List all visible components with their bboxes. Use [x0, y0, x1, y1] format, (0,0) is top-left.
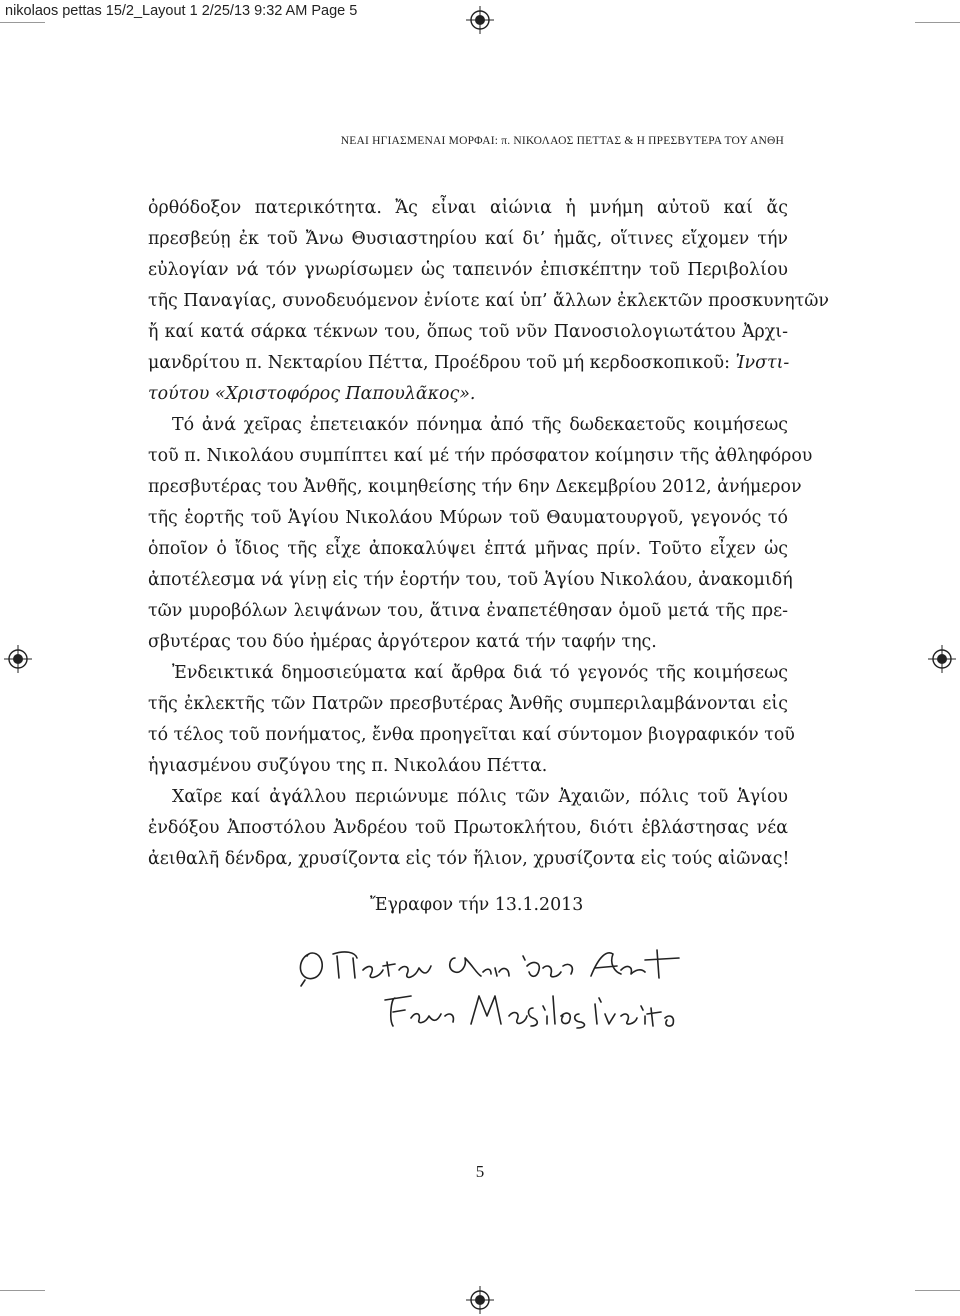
text-line: τούτου «Χριστοφόρος Παπουλᾶκος».	[148, 384, 476, 404]
text-line: Τό ἀνά χεῖρας ἐπετειακόν πόνημα ἀπό τῆς δωδεκαετοῦς κοιμήσεως	[172, 415, 788, 435]
registration-mark-icon	[466, 6, 494, 34]
text-line: εὐλογίαν νά τόν γνωρίσωμεν ὡς ταπεινόν ἐπισκέπτην τοῦ Περιβολίου	[148, 260, 788, 280]
crop-mark	[915, 1290, 960, 1291]
text-line: πρεσβυτέρας του Ἀνθῆς, κοιμηθείσης τήν 6ην Δεκεμβρίου 2012, ἀνήμερον	[148, 477, 802, 497]
text-line: σβυτέρας του δύο ἡμέρας ἀργότερον κατά τήν ταφήν της.	[148, 632, 657, 652]
text-span: μανδρίτου π. Νεκταρίου Πέττα, Προέδρου τοῦ μή κερδοσκοπικοῦ:	[148, 353, 730, 373]
crop-mark	[915, 22, 960, 23]
handwritten-signature	[295, 936, 695, 1036]
text-line: τῶν μυροβόλων λειψάνων του, ἅτινα ἐναπετέθησαν ὁμοῦ μετά τῆς πρε-	[148, 601, 788, 621]
text-line: ὁποῖον ὁ ἴδιος τῆς εἶχε ἀποκαλύψει ἑπτά μῆνας πρίν. Τοῦτο εἶχεν ὡς	[148, 539, 788, 559]
text-line: τῆς ἐκλεκτῆς τῶν Πατρῶν πρεσβυτέρας Ἀνθῆς συμπεριλαμβάνονται εἰς	[148, 694, 788, 714]
text-line: τό τέλος τοῦ πονήματος, ἔνθα προηγεῖται καί σύντομον βιογραφικόν τοῦ	[148, 725, 795, 745]
registration-mark-icon	[928, 645, 956, 673]
body-text	[148, 193, 829, 875]
text-line: ἀειθαλῆ δένδρα, χρυσίζοντα εἰς τόν ἥλιον, χρυσίζοντα εἰς τούς αἰῶνας!	[148, 849, 790, 869]
text-line: τοῦ π. Νικολάου συμπίπτει καί μέ τήν πρόσφατον κοίμησιν τῆς ἀθληφόρου	[148, 446, 813, 466]
italic-span: Ἰνστι-	[735, 353, 790, 373]
crop-mark	[0, 22, 45, 23]
text-line: πρεσβεύῃ ἐκ τοῦ Ἄνω Θυσιαστηρίου καί δι’ ἡμᾶς, οἵτινες εἴχομεν τήν	[148, 229, 788, 249]
print-slug: nikolaos pettas 15/2_Layout 1 2/25/13 9:32 AM Page 5	[5, 3, 358, 19]
page-number: 5	[475, 1162, 485, 1181]
date-line: Ἔγραφον τήν 13.1.2013	[370, 895, 584, 915]
text-line: τῆς Παναγίας, συνοδευόμενον ἐνίοτε καί ὑπ’ ἄλλων ἐκλεκτῶν προσκυνητῶν	[148, 291, 829, 311]
registration-mark-icon	[466, 1286, 494, 1314]
crop-mark	[0, 1290, 45, 1291]
text-line: Χαῖρε καί ἀγάλλου περιώνυμε πόλις τῶν Ἀχαιῶν, πόλις τοῦ Ἁγίου	[172, 787, 788, 807]
text-line: ἀποτέλεσμα νά γίνῃ εἰς τήν ἑορτήν του, τοῦ Ἁγίου Νικολάου, ἀνακομιδή	[148, 570, 793, 590]
text-line: ἐνδόξου Ἀποστόλου Ἀνδρέου τοῦ Πρωτοκλήτου, διότι ἐβλάστησας νέα	[148, 818, 788, 838]
text-line: τῆς ἑορτῆς τοῦ Ἁγίου Νικολάου Μύρων τοῦ Θαυματουργοῦ, γεγονός τό	[148, 508, 788, 528]
registration-mark-icon	[4, 645, 32, 673]
text-line: Ἐνδεικτικά δημοσιεύματα καί ἄρθρα διά τό γεγονός τῆς κοιμήσεως	[172, 663, 788, 683]
text-line: ἡγιασμένου συζύγου της π. Νικολάου Πέττα.	[148, 756, 548, 776]
running-header: ΝΕΑΙ ΗΓΙΑΣΜΕΝΑΙ ΜΟΡΦΑΙ: π. ΝΙΚΟΛΑΟΣ ΠΕΤΤΑΣ & Η ΠΡΕΣΒΥΤΕΡΑ ΤΟΥ ΑΝΘΗ	[340, 135, 784, 147]
text-line: ἤ καί κατά σάρκα τέκνων του, ὅπως τοῦ νῦν Πανοσιολογιωτάτου Ἀρχι-	[148, 322, 788, 342]
text-line: ὀρθόδοξον πατερικότητα. Ἄς εἶναι αἰώνια ἡ μνήμη αὐτοῦ καί ἄς	[148, 198, 788, 218]
text-line	[148, 348, 788, 379]
